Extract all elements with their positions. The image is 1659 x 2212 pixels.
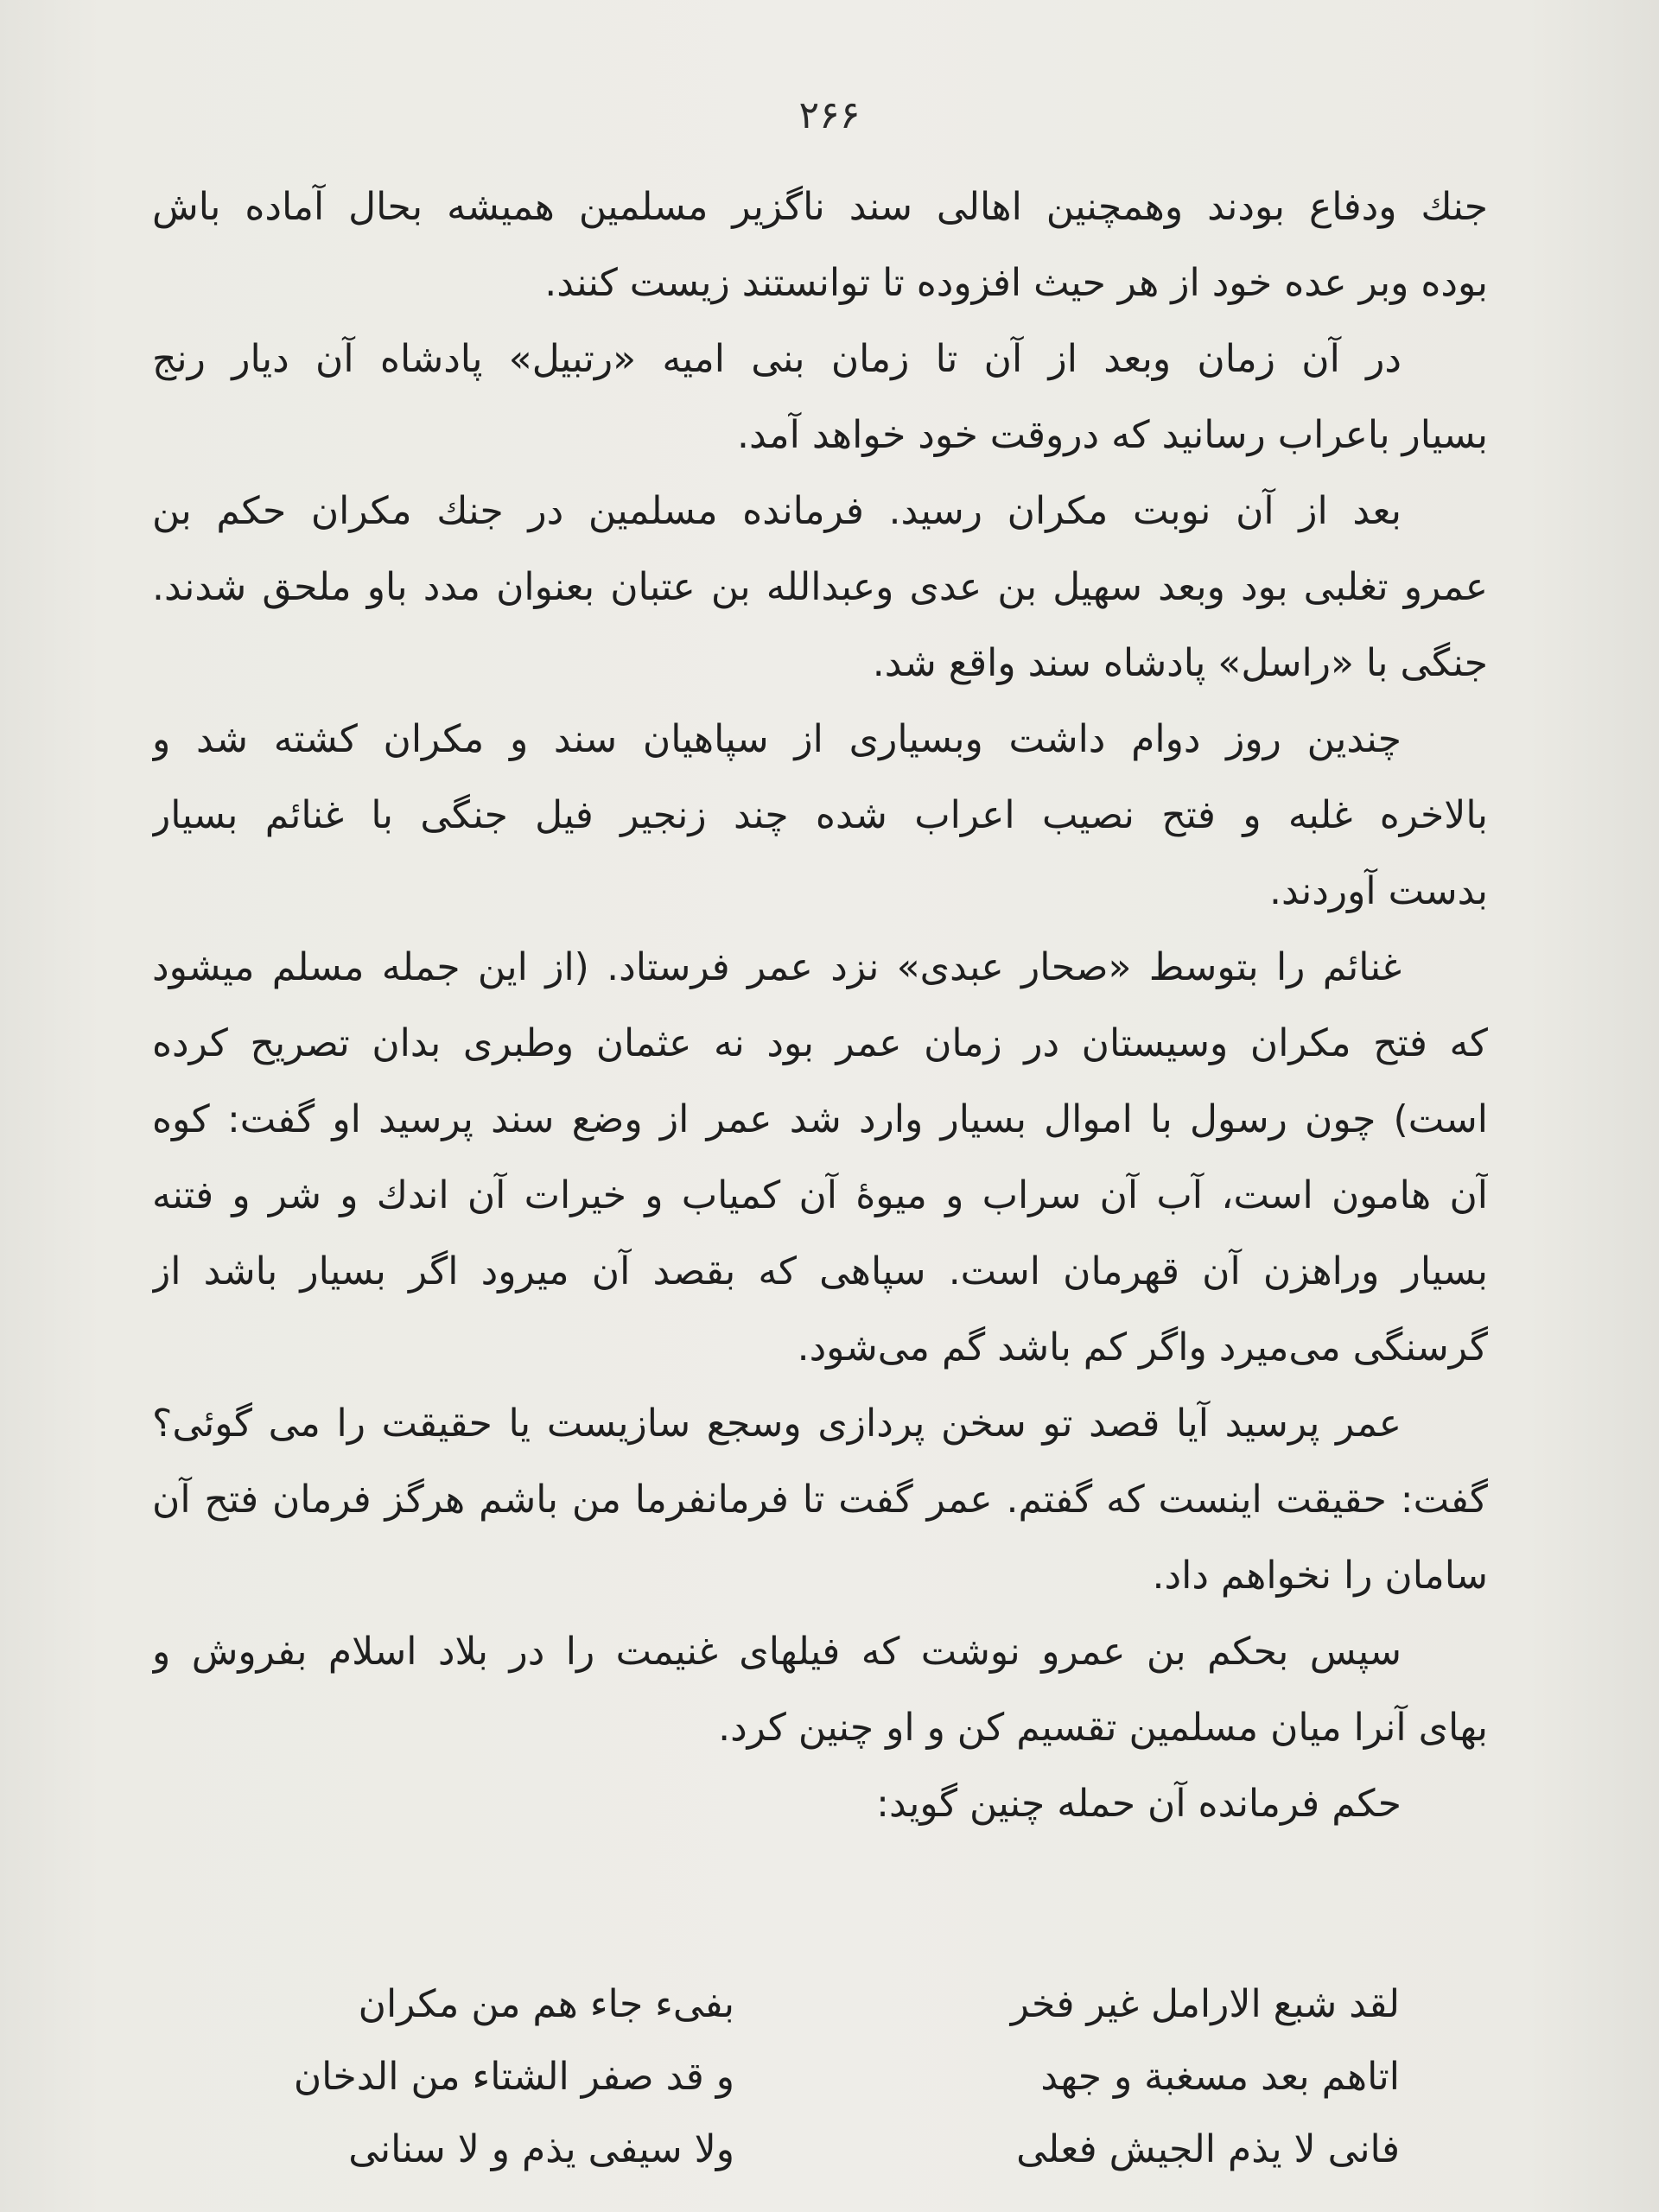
text-line: گرسنگی می‌میرد واگر کم باشد گم می‌شود.	[797, 1325, 1488, 1370]
text-line: عمر پرسید آیا قصد تو سخن پردازی وسجع سازیست یا حقیقت را می گوئی؟	[152, 1402, 1402, 1446]
text-line: است) چون رسول با اموال بسیار وارد شد عمر از وضع سند پرسید او گفت: کوه	[152, 1097, 1488, 1141]
text-line: آن هامون است، آب آن سراب و میوهٔ آن کمیاب و خیرات آن اندك و شر و فتنه	[152, 1173, 1488, 1217]
text-line: جنگی با «راسل» پادشاه سند واقع شد.	[872, 641, 1488, 685]
poem-hemistich-first: اتاهم بعد مسغبة و جهد	[1040, 2055, 1400, 2099]
text-line: جنك ودفاع بودند وهمچنین اهالی سند ناگزیر مسلمین همیشه بحال آماده باش	[152, 185, 1488, 229]
text-line: سامان را نخواهم داد.	[1152, 1554, 1488, 1598]
poem	[251, 1968, 1400, 2186]
page-number: ۲۶۶	[798, 93, 861, 137]
text-line: غنائم را بتوسط «صحار عبدی» نزد عمر فرستاد. (از این جمله مسلم میشود	[152, 945, 1402, 989]
text-line: بدست آوردند.	[1268, 869, 1488, 913]
text-line: عمرو تغلبی بود وبعد سهیل بن عدی وعبدالله بن عتبان بعنوان مدد باو ملحق شدند.	[152, 565, 1488, 609]
text-line: بهای آنرا میان مسلمین تقسیم کن و او چنین کرد.	[718, 1706, 1488, 1750]
text-line: بسیار وراهزن آن قهرمان است. سپاهی که بقصد آن میرود اگر بسیار باشد از	[152, 1249, 1488, 1294]
poem-hemistich-second: ولا سیفی یذم و لا سنانی	[348, 2127, 734, 2171]
text-line: بسیار باعراب رسانید که دروقت خود خواهد آمد.	[736, 413, 1488, 457]
text-line: در آن زمان وبعد از آن تا زمان بنی امیه «رتبیل» پادشاه آن دیار رنج	[152, 337, 1402, 381]
poem-verse	[251, 2113, 1400, 2186]
text-line: که فتح مکران وسیستان در زمان عمر بود نه عثمان وطبری بدان تصریح کرده	[152, 1021, 1488, 1065]
body-text	[152, 169, 1488, 1842]
text-line: بوده وبر عده خود از هر حیث افزوده تا توانستند زیست کنند.	[544, 261, 1488, 305]
poem-hemistich-first: فانی لا یذم الجیش فعلی	[1016, 2127, 1400, 2171]
text-line: بعد از آن نوبت مکران رسید. فرمانده مسلمین در جنك مکران حکم بن	[152, 489, 1402, 533]
poem-hemistich-first: لقد شبع الارامل غیر فخر	[1010, 1982, 1400, 2026]
poem-hemistich-second: بفیء جاء هم من مکران	[358, 1982, 734, 2026]
text-line: چندین روز دوام داشت وبسیاری از سپاهیان سند و مکران کشته شد و	[152, 717, 1402, 761]
poem-hemistich-second: و قد صفر الشتاء من الدخان	[293, 2055, 734, 2099]
text-line: گفت: حقیقت اینست که گفتم. عمر گفت تا فرمانفرما من باشم هرگز فرمان فتح آن	[152, 1478, 1488, 1522]
text-line: بالاخره غلبه و فتح نصیب اعراب شده چند زنجیر فیل جنگی با غنائم بسیار	[152, 793, 1488, 837]
text-line: حکم فرمانده آن حمله چنین گوید:	[876, 1782, 1402, 1826]
text-line: سپس بحکم بن عمرو نوشت که فیلهای غنیمت را در بلاد اسلام بفروش و	[152, 1630, 1402, 1674]
poem-verse	[251, 2041, 1400, 2113]
poem-verse	[251, 1968, 1400, 2041]
